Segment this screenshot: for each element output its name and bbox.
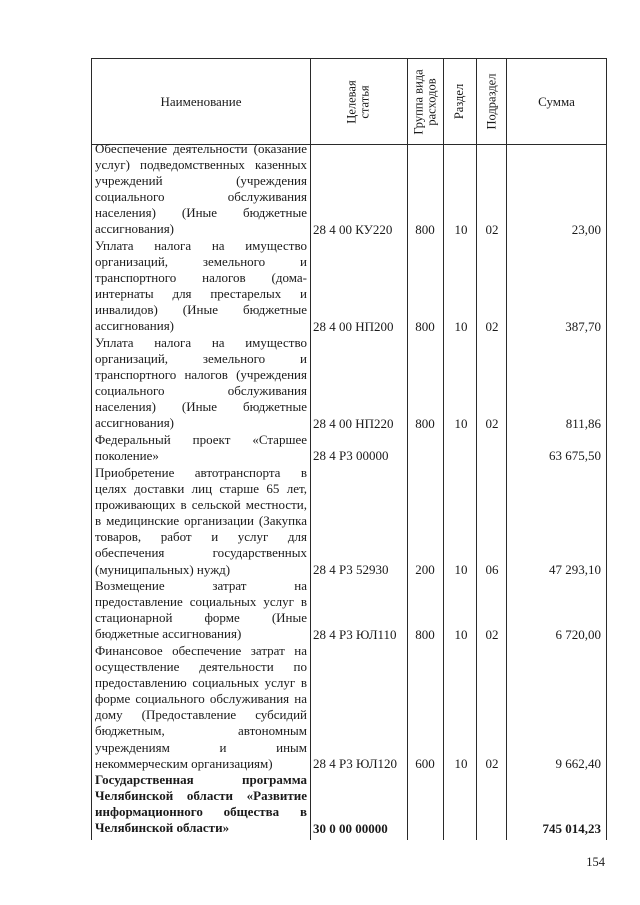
row-name: Федеральный проект «Старшее поколение» [95, 432, 307, 464]
row-section: 10 [454, 627, 468, 642]
row-section: 10 [454, 756, 468, 771]
col-rule [443, 58, 444, 840]
row-target-code: 28 4 00 НП200 [313, 319, 394, 334]
row-subsection: 02 [485, 756, 499, 771]
header-section [444, 59, 476, 144]
row-target-code: 28 4 Р3 52930 [313, 562, 389, 577]
row-target-code: 28 4 Р3 ЮЛ110 [313, 627, 397, 642]
row-name: Возмещение затрат на предоставление социальных услуг в стационарной форме (Иные бюджетные ассигнования) [95, 578, 307, 642]
row-sum: 745 014,23 [542, 821, 601, 836]
header-expense-group [408, 59, 443, 144]
row-sum: 9 662,40 [555, 756, 601, 771]
col-rule [506, 58, 507, 840]
row-section: 10 [454, 562, 468, 577]
row-subsection: 02 [485, 222, 499, 237]
row-target-code: 28 4 Р3 00000 [313, 448, 389, 463]
row-name: Государственная программа Челябинской области «Развитие информационного общества в Челябинской области» [95, 772, 307, 836]
col-rule [606, 58, 607, 840]
row-name: Приобретение автотранспорта в целях доставки лиц старше 65 лет, проживающих в сельской местности, в медицинские организации (Закупка товаров, работ и услуг для обеспечения государственных (муниципальных) нужд) [95, 465, 307, 577]
page-number: 154 [586, 855, 605, 869]
row-expense-group: 600 [415, 756, 435, 771]
header-sum: Сумма [538, 94, 575, 109]
row-section: 10 [454, 319, 468, 334]
row-name: Обеспечение деятельности (оказание услуг) подведомственных казенных учреждений (учреждения социального обслуживания населения) (Иные бюджетные ассигнования) [95, 141, 307, 237]
row-sum: 47 293,10 [549, 562, 601, 577]
row-expense-group: 800 [415, 627, 435, 642]
row-sum: 23,00 [571, 222, 601, 237]
header-target-article-text: Целевая статья [345, 79, 372, 124]
col-rule [91, 58, 92, 840]
row-section: 10 [454, 222, 468, 237]
row-sum: 811,86 [565, 416, 601, 431]
row-name: Финансовое обеспечение затрат на осуществление деятельности по предоставлению социальных услуг в форме социального обслуживания на дому (Предоставление субсидий бюджетным, автономным учреждениям и иным некоммерческим организациям) [95, 643, 307, 771]
col-rule [310, 58, 311, 840]
row-target-code: 28 4 00 НП220 [313, 416, 394, 431]
row-target-code: 28 4 Р3 ЮЛ120 [313, 756, 398, 771]
row-subsection: 06 [485, 562, 499, 577]
row-name: Уплата налога на имущество организаций, земельного и транспортного налогов (дома-интернаты для престарелых и инвалидов) (Иные бюджетные ассигнования) [95, 238, 307, 334]
header-subsection-text: Подраздел [484, 73, 498, 130]
header-expense-group-text: Группа вида расходов [411, 68, 439, 135]
row-expense-group: 800 [415, 416, 435, 431]
row-sum: 6 720,00 [555, 627, 601, 642]
row-subsection: 02 [485, 627, 499, 642]
row-target-code: 30 0 00 00000 [313, 821, 388, 836]
row-subsection: 02 [485, 319, 499, 334]
row-name: Уплата налога на имущество организаций, земельного и транспортного налогов (учреждения социального обслуживания населения) (Иные бюджетные ассигнования) [95, 335, 307, 431]
row-expense-group: 800 [415, 319, 435, 334]
row-expense-group: 800 [415, 222, 435, 237]
col-rule [407, 58, 408, 840]
row-expense-group: 200 [415, 562, 435, 577]
header-subsection [477, 59, 506, 144]
row-sum: 387,70 [565, 319, 601, 334]
header-section-text: Раздел [452, 83, 467, 120]
header-target-article [311, 59, 407, 144]
header-name: Наименование [160, 94, 242, 109]
row-target-code: 28 4 00 КУ220 [313, 222, 393, 237]
row-section: 10 [454, 416, 468, 431]
row-sum: 63 675,50 [549, 448, 601, 463]
col-rule [476, 58, 477, 840]
row-subsection: 02 [485, 416, 499, 431]
